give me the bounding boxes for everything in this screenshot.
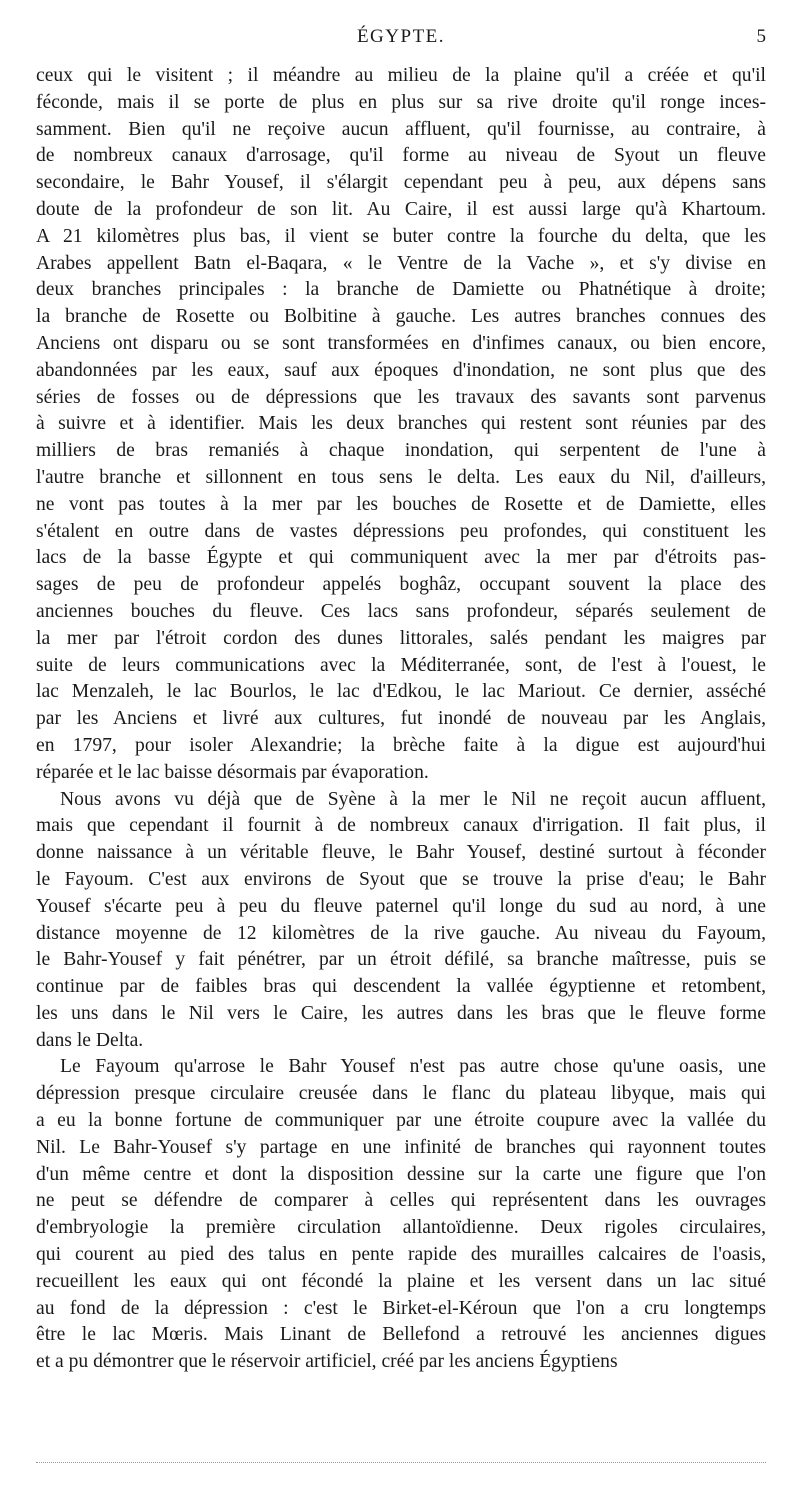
text-line: Anciens ont disparu ou se sont transformées en d'infimes canaux, ou bien encore, [36, 332, 766, 354]
text-line: dans le Delta. [36, 1029, 144, 1051]
text-line: a eu la bonne fortune de communiquer par une étroite coupure avec la vallée du [36, 1110, 766, 1132]
text-line: qui courent au pied des talus en pente rapide des murailles calcaires de l'oasis, [36, 1244, 766, 1266]
text-line: donne naissance à un véritable fleuve, le Bahr Yousef, destiné surtout à féconder [36, 842, 766, 864]
text-line: dépression presque circulaire creusée dans le flanc du plateau libyque, mais qui [36, 1083, 766, 1105]
page-header [36, 26, 766, 54]
text-line: réparée et le lac baisse désormais par évaporation. [36, 761, 429, 783]
text-line: féconde, mais il se porte de plus en plus sur sa rive droite qu'il ronge inces- [36, 91, 766, 113]
text-line: au fond de la dépression : c'est le Birket-el-Kéroun que l'on a cru longtemps [36, 1297, 766, 1319]
text-line: la mer par l'étroit cordon des dunes littorales, salés pendant les maigres par [36, 627, 766, 649]
text-line: ceux qui le visitent ; il méandre au milieu de la plaine qu'il a créée et qu'il [36, 65, 766, 86]
text-line: à suivre et à identifier. Mais les deux branches qui restent sont réunies par des [36, 413, 766, 435]
text-line: les uns dans le Nil vers le Caire, les autres dans les bras que le fleuve forme [36, 1002, 766, 1024]
text-line: ne vont pas toutes à la mer par les bouches de Rosette et de Damiette, elles [36, 493, 766, 515]
text-line: doute de la profondeur de son lit. Au Caire, il est aussi large qu'à Khartoum. [36, 198, 766, 220]
text-line: Nous avons vu déjà que de Syène à la mer le Nil ne reçoit aucun affluent, [60, 788, 766, 810]
text-line: être le lac Mœris. Mais Linant de Bellefond a retrouvé les anciennes digues [36, 1324, 766, 1346]
text-line: continue par de faibles bras qui descendent la vallée égyptienne et retombent, [36, 976, 766, 998]
text-line: et a pu démontrer que le réservoir artificiel, créé par les anciens Égyptiens [36, 1351, 618, 1373]
text-line: d'un même centre et dont la disposition dessine sur la carte une figure que l'on [36, 1163, 766, 1185]
text-line: l'autre branche et sillonnent en tous sens le delta. Les eaux du Nil, d'ailleurs, [36, 466, 766, 488]
text-line: par les Anciens et livré aux cultures, fut inondé de nouveau par les Anglais, [36, 708, 766, 730]
text-line: la branche de Rosette ou Bolbitine à gauche. Les autres branches connues des [36, 306, 766, 328]
footer-dotted-rule [36, 1462, 766, 1463]
text-line: Nil. Le Bahr-Yousef s'y partage en une infinité de branches qui rayonnent toutes [36, 1136, 766, 1158]
text-line: le Bahr-Yousef y fait pénétrer, par un étroit défilé, sa branche maîtresse, puis se [36, 949, 766, 971]
text-line: de nombreux canaux d'arrosage, qu'il forme au niveau de Syout un fleuve [36, 145, 766, 167]
text-line: Yousef s'écarte peu à peu du fleuve paternel qu'il longe du sud au nord, à une [36, 895, 766, 917]
text-line: en 1797, pour isoler Alexandrie; la brèche faite à la digue est aujourd'hui [36, 734, 766, 756]
text-line: recueillent les eaux qui ont fécondé la plaine et les versent dans un lac situé [36, 1270, 766, 1292]
text-line: lac Menzaleh, le lac Bourlos, le lac d'Edkou, le lac Mariout. Ce dernier, asséché [36, 681, 766, 703]
text-line: ne peut se défendre de comparer à celles qui représentent dans les ouvrages [36, 1190, 766, 1212]
running-title: ÉGYPTE. [356, 26, 446, 47]
paragraph [36, 1054, 766, 1376]
text-line: Le Fayoum qu'arrose le Bahr Yousef n'est pas autre chose qu'une oasis, une [60, 1056, 766, 1078]
text-line: anciennes bouches du fleuve. Ces lacs sans profondeur, séparés seulement de [36, 600, 766, 622]
text-line: mais que cependant il fournit à de nombreux canaux d'irrigation. Il fait plus, il [36, 815, 766, 837]
text-line: suite de leurs communications avec la Méditerranée, sont, de l'est à l'ouest, le [36, 654, 766, 676]
text-line: le Fayoum. C'est aux environs de Syout que se trouve la prise d'eau; le Bahr [36, 868, 766, 890]
text-line: secondaire, le Bahr Yousef, il s'élargit cependant peu à peu, aux dépens sans [36, 172, 766, 194]
body-text [36, 63, 766, 1376]
text-line: abandonnées par les eaux, sauf aux époques d'inondation, ne sont plus que des [36, 359, 766, 381]
paragraph [36, 63, 766, 787]
text-line: d'embryologie la première circulation allantoïdienne. Deux rigoles circulaires, [36, 1217, 766, 1239]
text-line: samment. Bien qu'il ne reçoive aucun affluent, qu'il fournisse, au contraire, à [36, 118, 766, 140]
text-line: distance moyenne de 12 kilomètres de la rive gauche. Au niveau du Fayoum, [36, 922, 766, 944]
text-line: séries de fosses ou de dépressions que les travaux des savants sont parvenus [36, 386, 766, 408]
text-line: A 21 kilomètres plus bas, il vient se buter contre la fourche du delta, que les [36, 225, 766, 247]
text-line: milliers de bras remaniés à chaque inondation, qui serpentent de l'une à [36, 440, 766, 462]
paragraph [36, 787, 766, 1055]
text-line: s'étalent en outre dans de vastes dépressions peu profondes, qui constituent les [36, 520, 766, 542]
page-number: 5 [756, 26, 766, 47]
text-line: Arabes appellent Batn el-Baqara, « le Ventre de la Vache », et s'y divise en [36, 252, 766, 274]
text-line: deux branches principales : la branche de Damiette ou Phatnétique à droite; [36, 279, 766, 301]
text-line: sages de peu de profondeur appelés boghâz, occupant souvent la place des [36, 574, 766, 596]
text-line: lacs de la basse Égypte et qui communiquent avec la mer par d'étroits pas- [36, 547, 766, 569]
